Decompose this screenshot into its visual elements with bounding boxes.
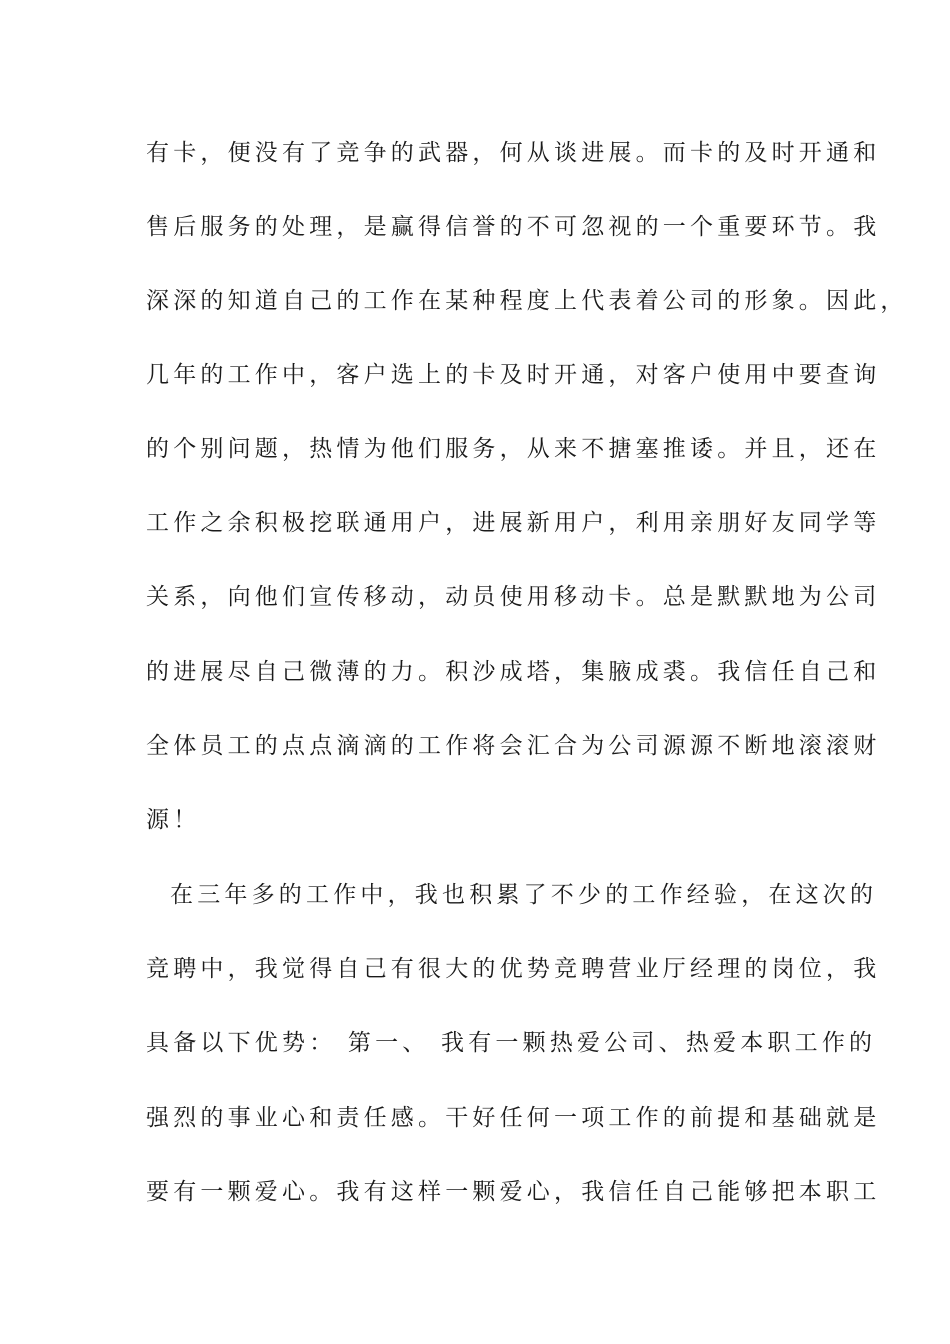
paragraph-line: 有卡，便没有了竞争的武器，何从谈进展。而卡的及时开通和 xyxy=(146,140,881,166)
paragraph-line: 深深的知道自己的工作在某种程度上代表着公司的形象。因此， xyxy=(146,288,908,314)
paragraph-line: 工作之余积极挖联通用户，进展新用户，利用亲朋好友同学等 xyxy=(146,510,881,536)
paragraph-line: 关系，向他们宣传移动，动员使用移动卡。总是默默地为公司 xyxy=(146,584,881,610)
paragraph-line: 售后服务的处理，是赢得信誉的不可忽视的一个重要环节。我 xyxy=(146,214,881,240)
paragraph-line: 竞聘中，我觉得自己有很大的优势竞聘营业厅经理的岗位，我 xyxy=(146,956,881,982)
paragraph-line: 强烈的事业心和责任感。干好任何一项工作的前提和基础就是 xyxy=(146,1105,881,1131)
paragraph-line: 几年的工作中，客户选上的卡及时开通，对客户使用中要查询 xyxy=(146,362,881,388)
paragraph-line: 源！ xyxy=(146,807,201,833)
paragraph-line: 全体员工的点点滴滴的工作将会汇合为公司源源不断地滚滚财 xyxy=(146,733,881,759)
paragraph-line: 的个别问题，热情为他们服务，从来不搪塞推诿。并且，还在 xyxy=(146,436,881,462)
paragraph-line: 在三年多的工作中，我也积累了不少的工作经验，在这次的 xyxy=(170,882,878,908)
paragraph-line: 的进展尽自己微薄的力。积沙成塔，集腋成裘。我信任自己和 xyxy=(146,659,881,685)
paragraph-line: 要有一颗爱心。我有这样一颗爱心，我信任自己能够把本职工 xyxy=(146,1179,881,1205)
paragraph-line: 具备以下优势： 第一、 我有一颗热爱公司、热爱本职工作的 xyxy=(146,1030,877,1056)
